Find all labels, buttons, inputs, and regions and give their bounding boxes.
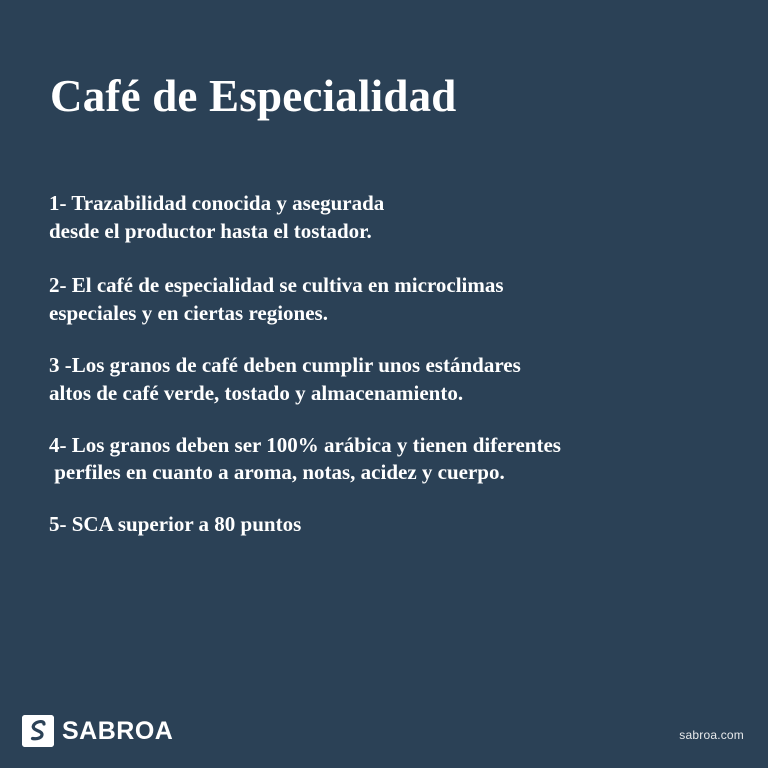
list-item-line: perfiles en cuanto a aroma, notas, acidez y cuerpo. [49, 460, 505, 485]
list-item [49, 190, 728, 246]
list-item-line: altos de café verde, tostado y almacenamiento. [49, 380, 464, 405]
list-item [49, 352, 728, 408]
brand-logo [22, 714, 173, 748]
bullet-list [49, 190, 728, 539]
brand-name: SABROA [62, 716, 174, 745]
footer-website-url: sabroa.com [679, 728, 744, 742]
list-item [49, 511, 728, 539]
list-item [49, 432, 728, 488]
sabroa-logo-mark-icon [22, 715, 54, 747]
list-item [49, 272, 728, 328]
list-item-line: desde el productor hasta el tostador. [49, 218, 372, 243]
list-item-line: 2- El café de especialidad se cultiva en microclimas [49, 272, 504, 297]
list-item-line: especiales y en ciertas regiones. [49, 300, 328, 325]
list-item-line: 4- Los granos deben ser 100% arábica y tienen diferentes [49, 432, 561, 457]
page-title: Café de Especialidad [50, 71, 457, 122]
list-item-line: 5- SCA superior a 80 puntos [49, 512, 302, 537]
list-item-line: 3 -Los granos de café deben cumplir unos estándares [49, 352, 521, 377]
list-item-line: 1- Trazabilidad conocida y asegurada [49, 191, 385, 215]
